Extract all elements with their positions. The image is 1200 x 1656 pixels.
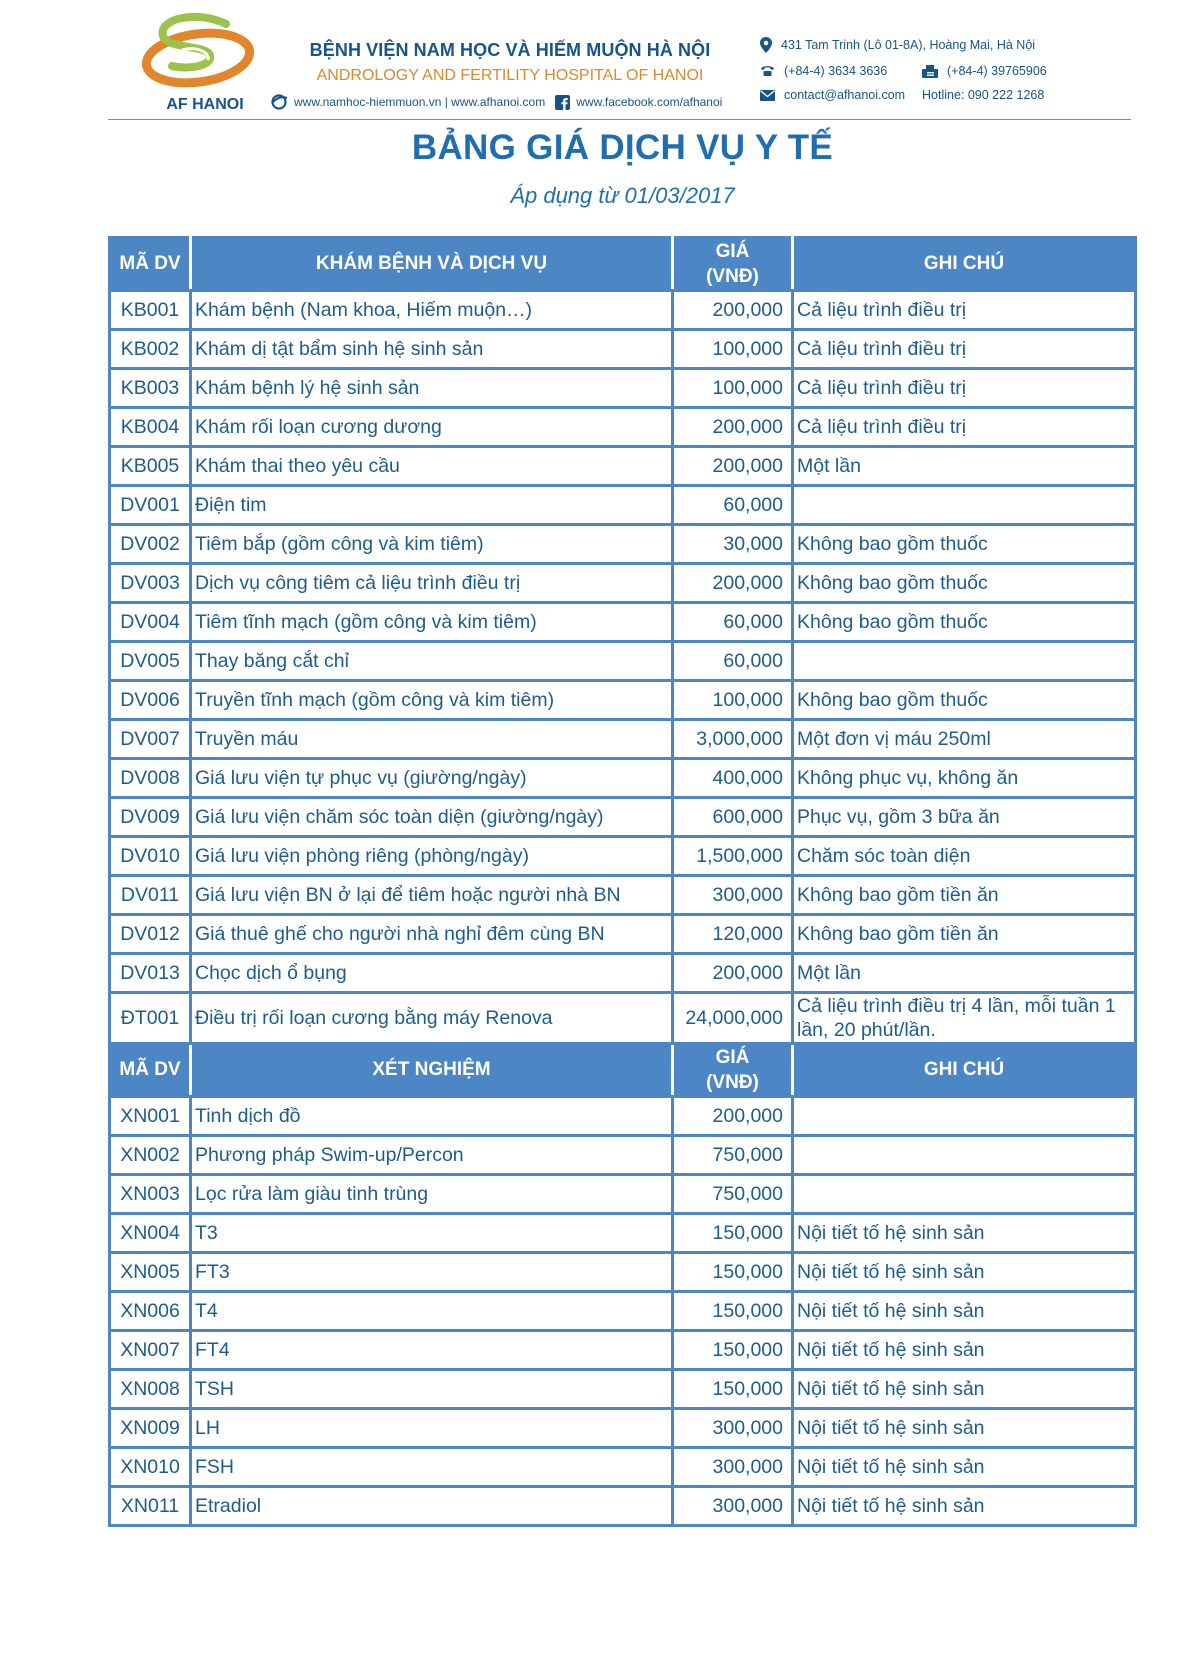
service-note: Cả liệu trình điều trị xyxy=(793,330,1136,369)
service-price: 400,000 xyxy=(673,759,793,798)
address-line xyxy=(760,37,1035,53)
table-row xyxy=(110,291,1136,330)
table-row xyxy=(110,915,1136,954)
service-name: Khám bệnh lý hệ sinh sản xyxy=(191,369,673,408)
service-code: KB002 xyxy=(110,330,191,369)
service-name: Giá lưu viện tự phục vụ (giường/ngày) xyxy=(191,759,673,798)
phone-number[interactable]: (+84-4) 3634 3636 xyxy=(784,64,888,78)
service-name: Khám dị tật bẩm sinh hệ sinh sản xyxy=(191,330,673,369)
column-header-price xyxy=(673,1044,793,1097)
service-code: KB004 xyxy=(110,408,191,447)
service-price: 150,000 xyxy=(673,1292,793,1331)
table-row xyxy=(110,486,1136,525)
price-table xyxy=(108,236,1137,1527)
service-price: 150,000 xyxy=(673,1370,793,1409)
service-name: Thay băng cắt chỉ xyxy=(191,642,673,681)
service-name: Etradiol xyxy=(191,1487,673,1526)
service-name: Dịch vụ công tiêm cả liệu trình điều trị xyxy=(191,564,673,603)
column-header-note: GHI CHÚ xyxy=(793,1044,1136,1097)
service-name: Giá lưu viện BN ở lại để tiêm hoặc người nhà BN xyxy=(191,876,673,915)
service-code: KB001 xyxy=(110,291,191,330)
table-row xyxy=(110,837,1136,876)
phone-line xyxy=(760,64,887,78)
service-note: Cả liệu trình điều trị xyxy=(793,408,1136,447)
service-name: Tiêm tĩnh mạch (gồm công và kim tiêm) xyxy=(191,603,673,642)
service-name: Truyền máu xyxy=(191,720,673,759)
service-note: Nội tiết tố hệ sinh sản xyxy=(793,1292,1136,1331)
service-note xyxy=(793,1136,1136,1175)
service-note: Chăm sóc toàn diện xyxy=(793,837,1136,876)
service-name: Giá lưu viện phòng riêng (phòng/ngày) xyxy=(191,837,673,876)
header-divider xyxy=(108,119,1131,120)
service-name: Điều trị rối loạn cương bằng máy Renova xyxy=(191,993,673,1044)
table-row xyxy=(110,408,1136,447)
service-code: DV007 xyxy=(110,720,191,759)
service-code: DV006 xyxy=(110,681,191,720)
hospital-name-en: ANDROLOGY AND FERTILITY HOSPITAL OF HANOI xyxy=(316,67,704,84)
service-price: 120,000 xyxy=(673,915,793,954)
logo-icon xyxy=(138,10,268,90)
service-note: Cả liệu trình điều trị xyxy=(793,291,1136,330)
service-price: 150,000 xyxy=(673,1253,793,1292)
service-price: 300,000 xyxy=(673,876,793,915)
service-name: FT3 xyxy=(191,1253,673,1292)
column-header-code: MÃ DV xyxy=(110,1044,191,1097)
email-address[interactable]: contact@afhanoi.com xyxy=(784,88,906,102)
service-name: Phương pháp Swim-up/Percon xyxy=(191,1136,673,1175)
letterhead xyxy=(0,0,1200,122)
service-note xyxy=(793,1175,1136,1214)
service-price: 150,000 xyxy=(673,1214,793,1253)
service-code: XN004 xyxy=(110,1214,191,1253)
service-note: Nội tiết tố hệ sinh sản xyxy=(793,1370,1136,1409)
table-row xyxy=(110,954,1136,993)
service-code: DV002 xyxy=(110,525,191,564)
fax-icon xyxy=(922,65,938,78)
service-code: XN005 xyxy=(110,1253,191,1292)
table-row xyxy=(110,1487,1136,1526)
column-header-service: KHÁM BỆNH VÀ DỊCH VỤ xyxy=(191,238,673,291)
service-code: XN008 xyxy=(110,1370,191,1409)
email-icon xyxy=(760,90,775,101)
service-name: Tiêm bắp (gồm công và kim tiêm) xyxy=(191,525,673,564)
service-code: DV003 xyxy=(110,564,191,603)
location-icon xyxy=(760,37,772,53)
web-links xyxy=(270,94,722,110)
service-note: Nội tiết tố hệ sinh sản xyxy=(793,1409,1136,1448)
table-row xyxy=(110,993,1136,1044)
service-code: KB005 xyxy=(110,447,191,486)
service-note: Một lần xyxy=(793,447,1136,486)
table-row xyxy=(110,1448,1136,1487)
table-row xyxy=(110,525,1136,564)
service-note xyxy=(793,486,1136,525)
service-price: 600,000 xyxy=(673,798,793,837)
service-price: 200,000 xyxy=(673,564,793,603)
service-code: KB003 xyxy=(110,369,191,408)
service-code: DV009 xyxy=(110,798,191,837)
column-header-note: GHI CHÚ xyxy=(793,238,1136,291)
service-note: Nội tiết tố hệ sinh sản xyxy=(793,1448,1136,1487)
service-code: DV012 xyxy=(110,915,191,954)
service-name: LH xyxy=(191,1409,673,1448)
fax-line xyxy=(922,64,1047,78)
service-price: 200,000 xyxy=(673,1097,793,1136)
service-price: 60,000 xyxy=(673,486,793,525)
table-row xyxy=(110,1175,1136,1214)
service-name: Chọc dịch ổ bụng xyxy=(191,954,673,993)
service-price: 100,000 xyxy=(673,330,793,369)
service-price: 200,000 xyxy=(673,291,793,330)
service-name: Khám bệnh (Nam khoa, Hiếm muộn…) xyxy=(191,291,673,330)
service-name: Giá thuê ghế cho người nhà nghỉ đêm cùng BN xyxy=(191,915,673,954)
service-price: 200,000 xyxy=(673,408,793,447)
service-price: 100,000 xyxy=(673,369,793,408)
service-note xyxy=(793,1097,1136,1136)
facebook-link[interactable]: www.facebook.com/afhanoi xyxy=(576,95,723,109)
table-row xyxy=(110,447,1136,486)
table-row xyxy=(110,1253,1136,1292)
table-row xyxy=(110,1097,1136,1136)
service-price: 100,000 xyxy=(673,681,793,720)
service-name: TSH xyxy=(191,1370,673,1409)
column-header-code: MÃ DV xyxy=(110,238,191,291)
service-code: ĐT001 xyxy=(110,993,191,1044)
service-code: XN006 xyxy=(110,1292,191,1331)
service-price: 30,000 xyxy=(673,525,793,564)
service-name: T3 xyxy=(191,1214,673,1253)
service-code: DV004 xyxy=(110,603,191,642)
service-price: 750,000 xyxy=(673,1136,793,1175)
service-code: XN007 xyxy=(110,1331,191,1370)
service-name: Điện tim xyxy=(191,486,673,525)
table-row xyxy=(110,876,1136,915)
logo-text: AF HANOI xyxy=(166,96,244,113)
service-price: 300,000 xyxy=(673,1487,793,1526)
table-row xyxy=(110,369,1136,408)
service-note xyxy=(793,642,1136,681)
service-price: 300,000 xyxy=(673,1448,793,1487)
price-table-body xyxy=(110,238,1136,1526)
section-header-row xyxy=(110,1044,1136,1097)
service-price: 60,000 xyxy=(673,603,793,642)
service-note: Không bao gồm tiền ăn xyxy=(793,876,1136,915)
service-code: DV010 xyxy=(110,837,191,876)
service-code: XN009 xyxy=(110,1409,191,1448)
service-price: 200,000 xyxy=(673,447,793,486)
service-price: 3,000,000 xyxy=(673,720,793,759)
service-note: Nội tiết tố hệ sinh sản xyxy=(793,1331,1136,1370)
service-note: Một lần xyxy=(793,954,1136,993)
table-row xyxy=(110,720,1136,759)
service-note: Một đơn vị máu 250ml xyxy=(793,720,1136,759)
service-note: Không bao gồm thuốc xyxy=(793,564,1136,603)
service-name: Khám rối loạn cương dương xyxy=(191,408,673,447)
service-note: Không bao gồm thuốc xyxy=(793,603,1136,642)
service-name: T4 xyxy=(191,1292,673,1331)
service-code: XN002 xyxy=(110,1136,191,1175)
service-price: 60,000 xyxy=(673,642,793,681)
service-code: DV008 xyxy=(110,759,191,798)
address: 431 Tam Trinh (Lô 01-8A), Hoàng Mai, Hà Nội xyxy=(781,38,1036,52)
table-row xyxy=(110,1409,1136,1448)
phone-icon xyxy=(760,65,775,77)
service-note: Nội tiết tố hệ sinh sản xyxy=(793,1214,1136,1253)
service-name: FSH xyxy=(191,1448,673,1487)
column-header-price xyxy=(673,238,793,291)
service-note: Không bao gồm thuốc xyxy=(793,525,1136,564)
service-price: 750,000 xyxy=(673,1175,793,1214)
service-price: 150,000 xyxy=(673,1331,793,1370)
table-row xyxy=(110,1214,1136,1253)
service-note: Cả liệu trình điều trị 4 lần, mỗi tuần 1 lần, 20 phút/lần. xyxy=(793,993,1136,1044)
table-row xyxy=(110,603,1136,642)
price-header-line-2: (VNĐ) xyxy=(706,1072,759,1093)
column-header-service: XÉT NGHIỆM xyxy=(191,1044,673,1097)
table-row xyxy=(110,1370,1136,1409)
table-row xyxy=(110,1292,1136,1331)
service-price: 1,500,000 xyxy=(673,837,793,876)
table-row xyxy=(110,759,1136,798)
service-note: Nội tiết tố hệ sinh sản xyxy=(793,1253,1136,1292)
website-links[interactable]: www.namhoc-hiemmuon.vn | www.afhanoi.com xyxy=(294,95,546,109)
service-price: 200,000 xyxy=(673,954,793,993)
table-row xyxy=(110,642,1136,681)
table-row xyxy=(110,798,1136,837)
service-note: Không bao gồm tiền ăn xyxy=(793,915,1136,954)
service-price: 300,000 xyxy=(673,1409,793,1448)
service-price: 24,000,000 xyxy=(673,993,793,1044)
section-header-row xyxy=(110,238,1136,291)
service-name: Khám thai theo yêu cầu xyxy=(191,447,673,486)
fax-number: (+84-4) 39765906 xyxy=(947,64,1047,78)
table-row xyxy=(110,330,1136,369)
web-icon xyxy=(270,94,288,110)
table-row xyxy=(110,564,1136,603)
service-note: Cả liệu trình điều trị xyxy=(793,369,1136,408)
service-name: Lọc rửa làm giàu tinh trùng xyxy=(191,1175,673,1214)
service-code: DV013 xyxy=(110,954,191,993)
service-code: DV001 xyxy=(110,486,191,525)
table-row xyxy=(110,1136,1136,1175)
service-code: XN010 xyxy=(110,1448,191,1487)
service-code: DV005 xyxy=(110,642,191,681)
email-line xyxy=(760,88,905,102)
service-name: Tinh dịch đồ xyxy=(191,1097,673,1136)
effective-date: Áp dụng từ 01/03/2017 xyxy=(510,183,735,208)
service-name: Truyền tĩnh mạch (gồm công và kim tiêm) xyxy=(191,681,673,720)
service-note: Nội tiết tố hệ sinh sản xyxy=(793,1487,1136,1526)
facebook-icon xyxy=(555,95,570,110)
service-code: XN003 xyxy=(110,1175,191,1214)
hospital-name-vn: BỆNH VIỆN NAM HỌC VÀ HIẾM MUỘN HÀ NỘI xyxy=(309,40,711,60)
service-code: DV011 xyxy=(110,876,191,915)
service-code: XN001 xyxy=(110,1097,191,1136)
service-code: XN011 xyxy=(110,1487,191,1526)
price-header-line-1: GIÁ xyxy=(715,241,750,262)
price-header-line-1: GIÁ xyxy=(715,1047,750,1068)
page-title: BẢNG GIÁ DỊCH VỤ Y TẾ xyxy=(411,128,834,167)
service-note: Phục vụ, gồm 3 bữa ăn xyxy=(793,798,1136,837)
service-note: Không bao gồm thuốc xyxy=(793,681,1136,720)
service-name: Giá lưu viện chăm sóc toàn diện (giường/ngày) xyxy=(191,798,673,837)
table-row xyxy=(110,1331,1136,1370)
hotline[interactable]: Hotline: 090 222 1268 xyxy=(922,88,1045,102)
service-name: FT4 xyxy=(191,1331,673,1370)
service-note: Không phục vụ, không ăn xyxy=(793,759,1136,798)
table-row xyxy=(110,681,1136,720)
price-header-line-2: (VNĐ) xyxy=(706,266,759,287)
hotline-line xyxy=(922,88,1044,102)
